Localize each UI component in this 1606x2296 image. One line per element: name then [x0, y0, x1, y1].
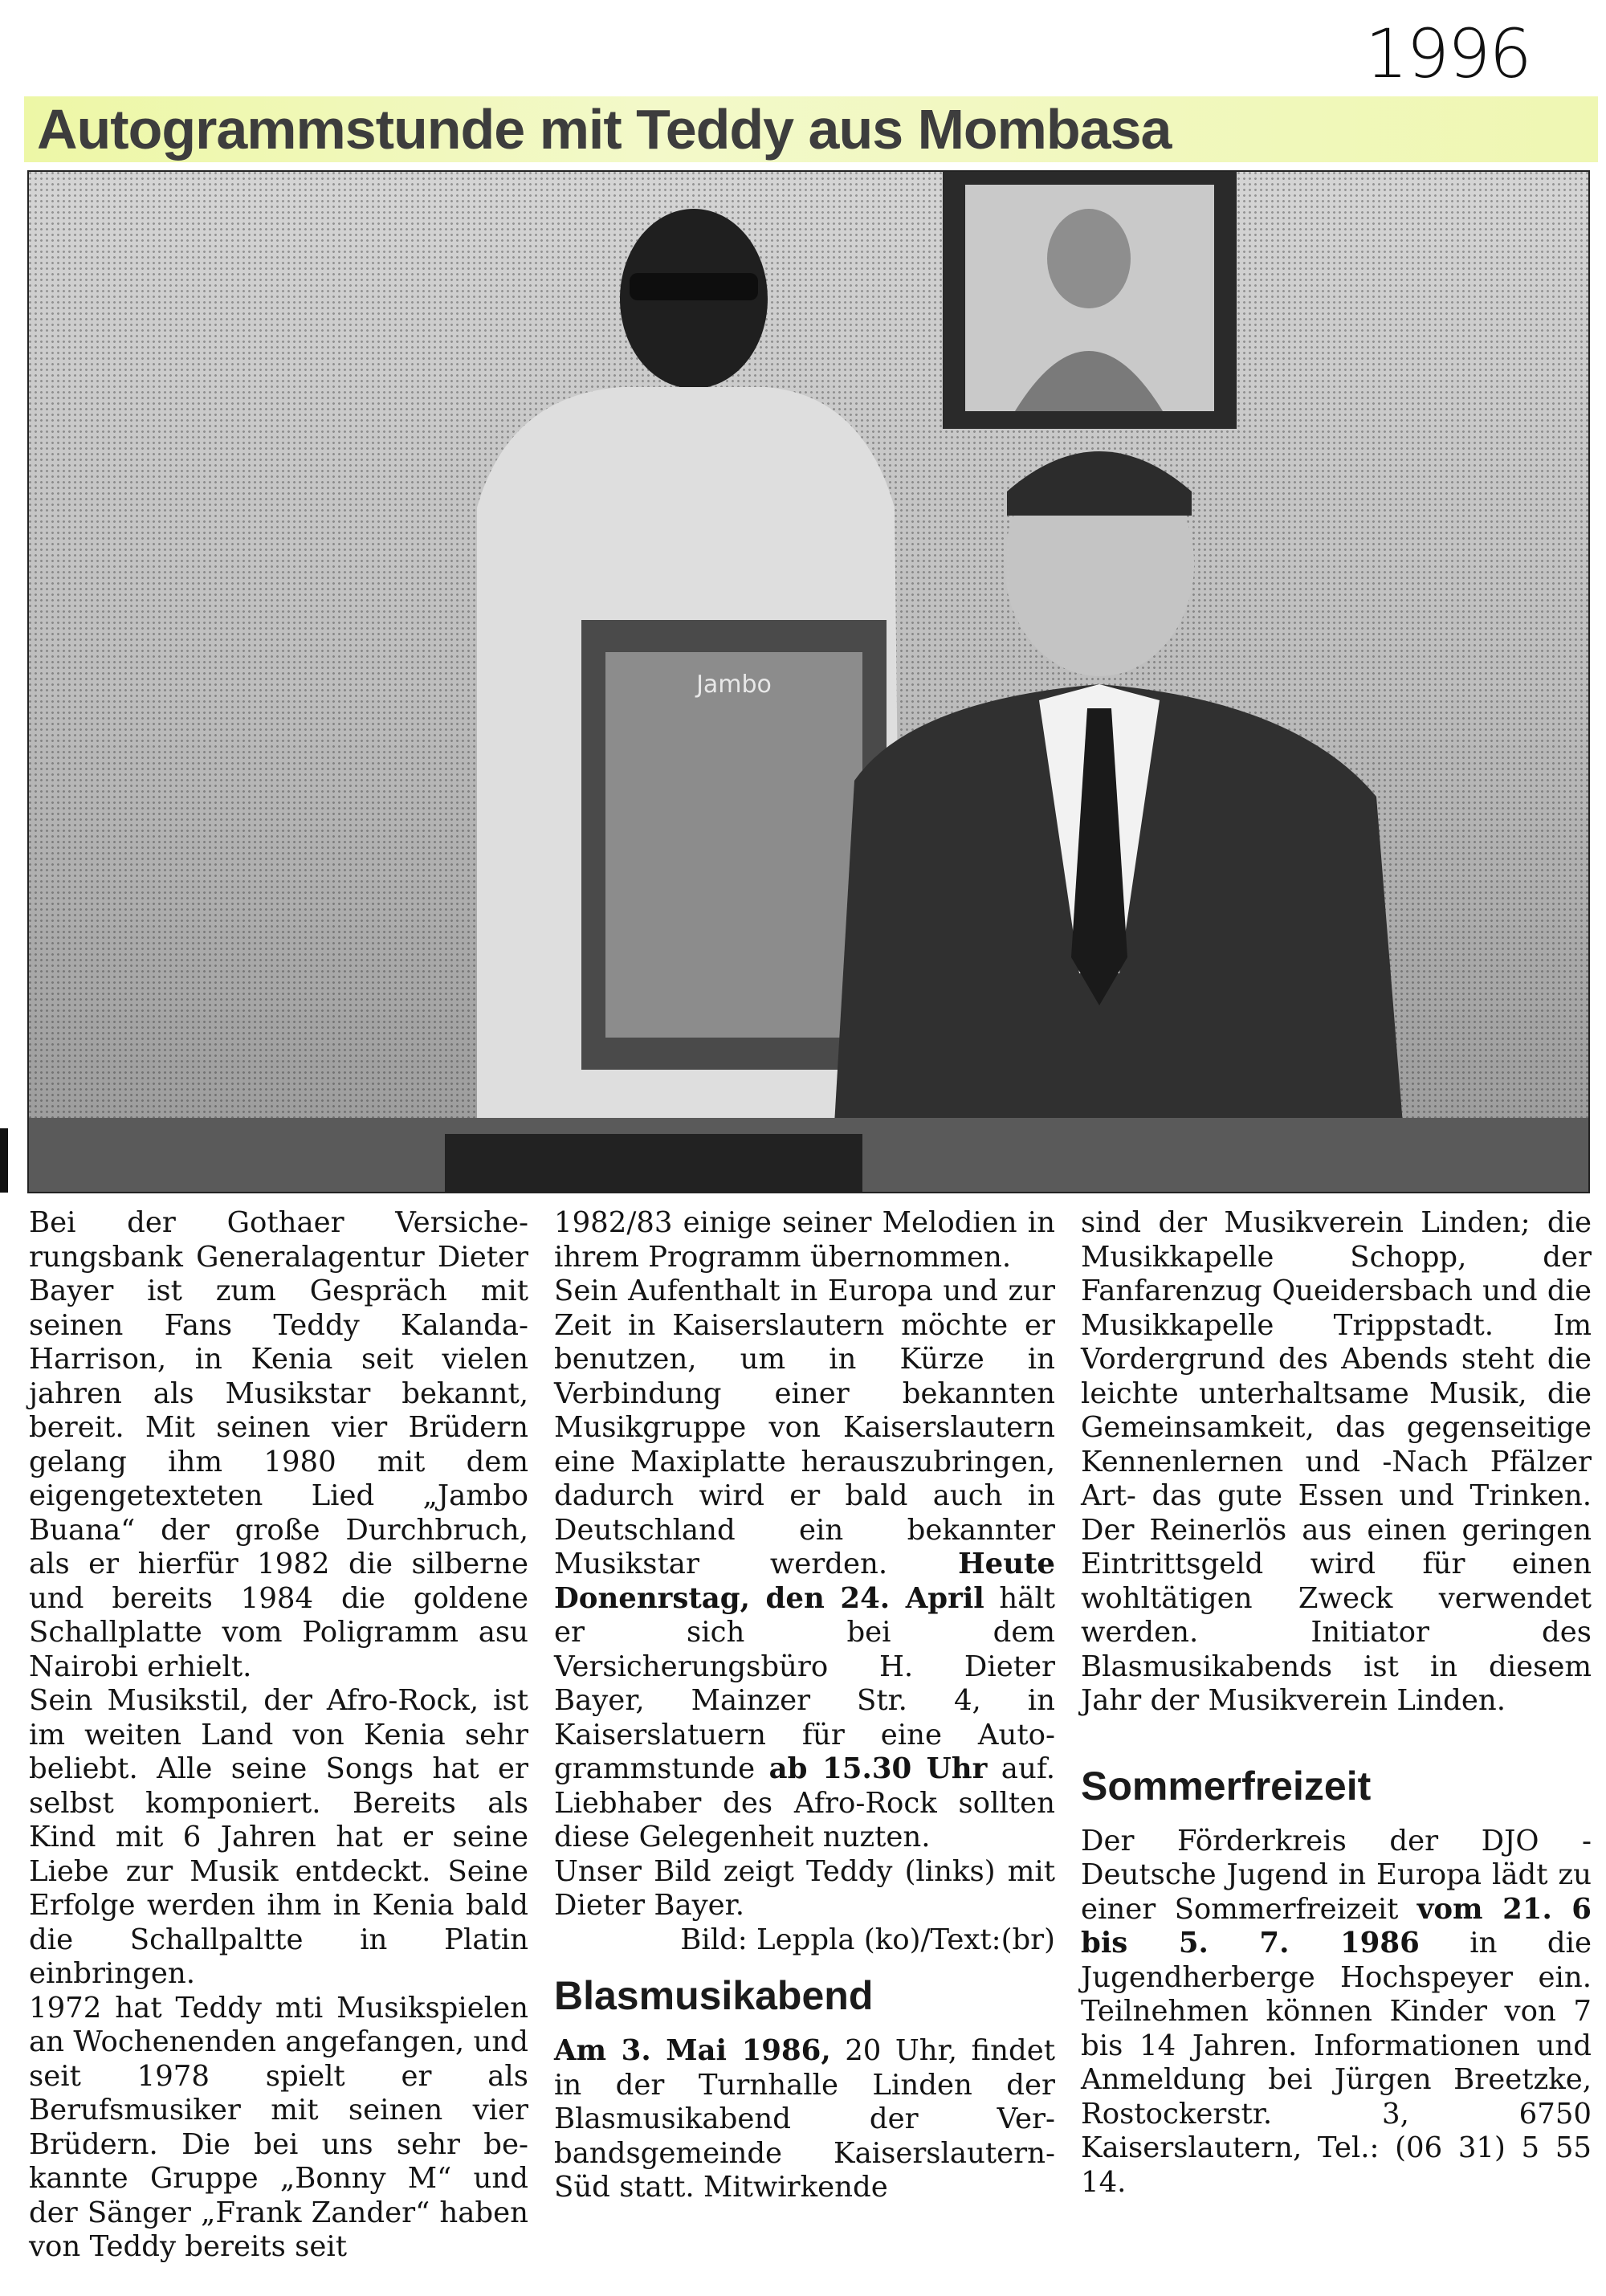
col2-time-bold: ab 15.30 Uhr	[768, 1752, 988, 1785]
col2-paragraph-2	[554, 1274, 1055, 1855]
col2-text-a: Sein Aufenthalt in Europa und zur Zeit in Kaiserslautern möchte er benutzen, um in Kürze in Verbindung einer bekannten Musikgruppe von Kaiserslautern eine Maxiplatte herauszubringen, dadurch wird er bald auch in Deutschland ein bekannter Musikstar werden.	[554, 1274, 1055, 1580]
col2-paragraph-4	[554, 2034, 1055, 2205]
record-sleeve-photo	[605, 652, 862, 1038]
photo-credit: Bild: Leppla (ko)/Text:(br)	[680, 1923, 1055, 1956]
col3-paragraph-1: sind der Musikverein Linden; die Musikkapelle Schopp, der Fanfarenzug Queidersbach und die Musikkapelle Trippstadt. Im Vordergrund des Abends steht die leichte unterhaltsame Musik, die Gemeinsamkeit, das gegenseitige Kennenlernen und -Nach Pfälzer Art- das gute Essen und Trinken. Der Reinerlös aus einen geringen Eintrittsgeld wird für einen wohltätigen Zweck verwendet werden. Initiator des Blasmusikabends ist in diesem Jahr der Musikverein Linden.	[1081, 1206, 1592, 1717]
desk-object	[445, 1134, 862, 1193]
column-3	[1081, 1206, 1592, 2200]
col2-paragraph-1: 1982/83 einige seiner Melodien in ihrem Programm übernommen.	[554, 1206, 1055, 1274]
record-label-text: Jambo	[696, 671, 772, 699]
subhead-sommerfreizeit: Sommerfreizeit	[1081, 1763, 1372, 1809]
column-1	[29, 1206, 528, 2265]
newspaper-photo	[27, 170, 1590, 1193]
photo-illustration	[27, 170, 1590, 1193]
col3-paragraph-2	[1081, 1825, 1592, 2200]
col3-dates-bold: vom 21. 6 bis 5. 7. 1986	[1081, 1892, 1592, 1960]
col2-text-c: auf. Liebhaber des Afro-Rock sollten diese Gelegenheit nuzten.	[554, 1752, 1055, 1854]
col1-paragraph-2: Sein Musikstil, der Afro-Rock, ist im weiten Land von Kenia sehr beliebt. Alle seine Songs hat er selbst komponiert. Bereits als Kind mit 6 Jahren hat er seine Liebe zur Musik entdeckt. Seine Erfolge werden ihm in Kenia bald die Schallpaltte in Platin einbringen.	[29, 1684, 528, 1990]
portrait-head	[1047, 209, 1131, 308]
col2-event-date-bold: Am 3. Mai 1986,	[554, 2034, 831, 2067]
column-rule	[0, 1128, 8, 1193]
col2-caption: Unser Bild zeigt Teddy (links) mit Dieter Bayer.	[554, 1854, 1055, 1922]
col1-paragraph-1: Bei der Gothaer Versicherungsbank Generalagentur Dieter Bayer ist zum Gespräch mit seinen Fans Teddy Kalanda-Harrison, in Kenia seit vielen jahren als Musikstar bekannt, bereit. Mit seinen vier Brüdern gelang ihm 1980 mit dem eigengetexteten Lied „Jambo Buana“ der große Durchbruch, als er hierfür 1982 die silberne und bereits 1984 die goldene Schallplatte vom Poligramm asu Nairobi erhielt.	[29, 1206, 528, 1683]
subhead-blasmusikabend: Blasmusikabend	[554, 1973, 874, 2018]
col2-event-text: 20 Uhr, findet in der Turnhalle Linden der Blasmusikabend der Verbandsgemeinde Kaiserslautern-Süd statt. Mitwirkende	[554, 2034, 1055, 2204]
col3-text-b: in die Jugendherberge Hochspeyer ein. Teilnehmen können Kinder von 7 bis 14 Jahren. Informationen und Anmeldung bei Jürgen Breetzke, Rostockerstr. 3, 6750 Kaiserslautern, Tel.: (06 31) 5 55 14.	[1081, 1927, 1592, 2199]
year-label: 1996	[1365, 14, 1531, 93]
col3-text-a: Der Förderkreis der DJO - Deutsche Jugend in Europa lädt zu einer Sommerfreizeit	[1081, 1824, 1592, 1926]
col2-date-bold: Heute Donenrstag, den 24. April	[554, 1548, 1055, 1615]
person-left-glasses	[630, 273, 758, 300]
column-2	[554, 1206, 1055, 2205]
article-headline: Autogrammstunde mit Teddy aus Mombasa	[37, 98, 1172, 161]
col2-text-b: hält er sich bei dem Versicherungsbüro H. Dieter Bayer, Mainzer Str. 4, in Kaiserslatuern für eine Autogrammstunde	[554, 1581, 1055, 1785]
col1-paragraph-3: 1972 hat Teddy mti Musikspielen an Wochenenden angefangen, und seit 1978 spielt er als Berufsmusiker mit seinen vier Brüdern. Die bei uns sehr bekannte Gruppe „Bonny M“ und der Sänger „Frank Zander“ haben von Teddy bereits seit	[29, 1991, 528, 2263]
